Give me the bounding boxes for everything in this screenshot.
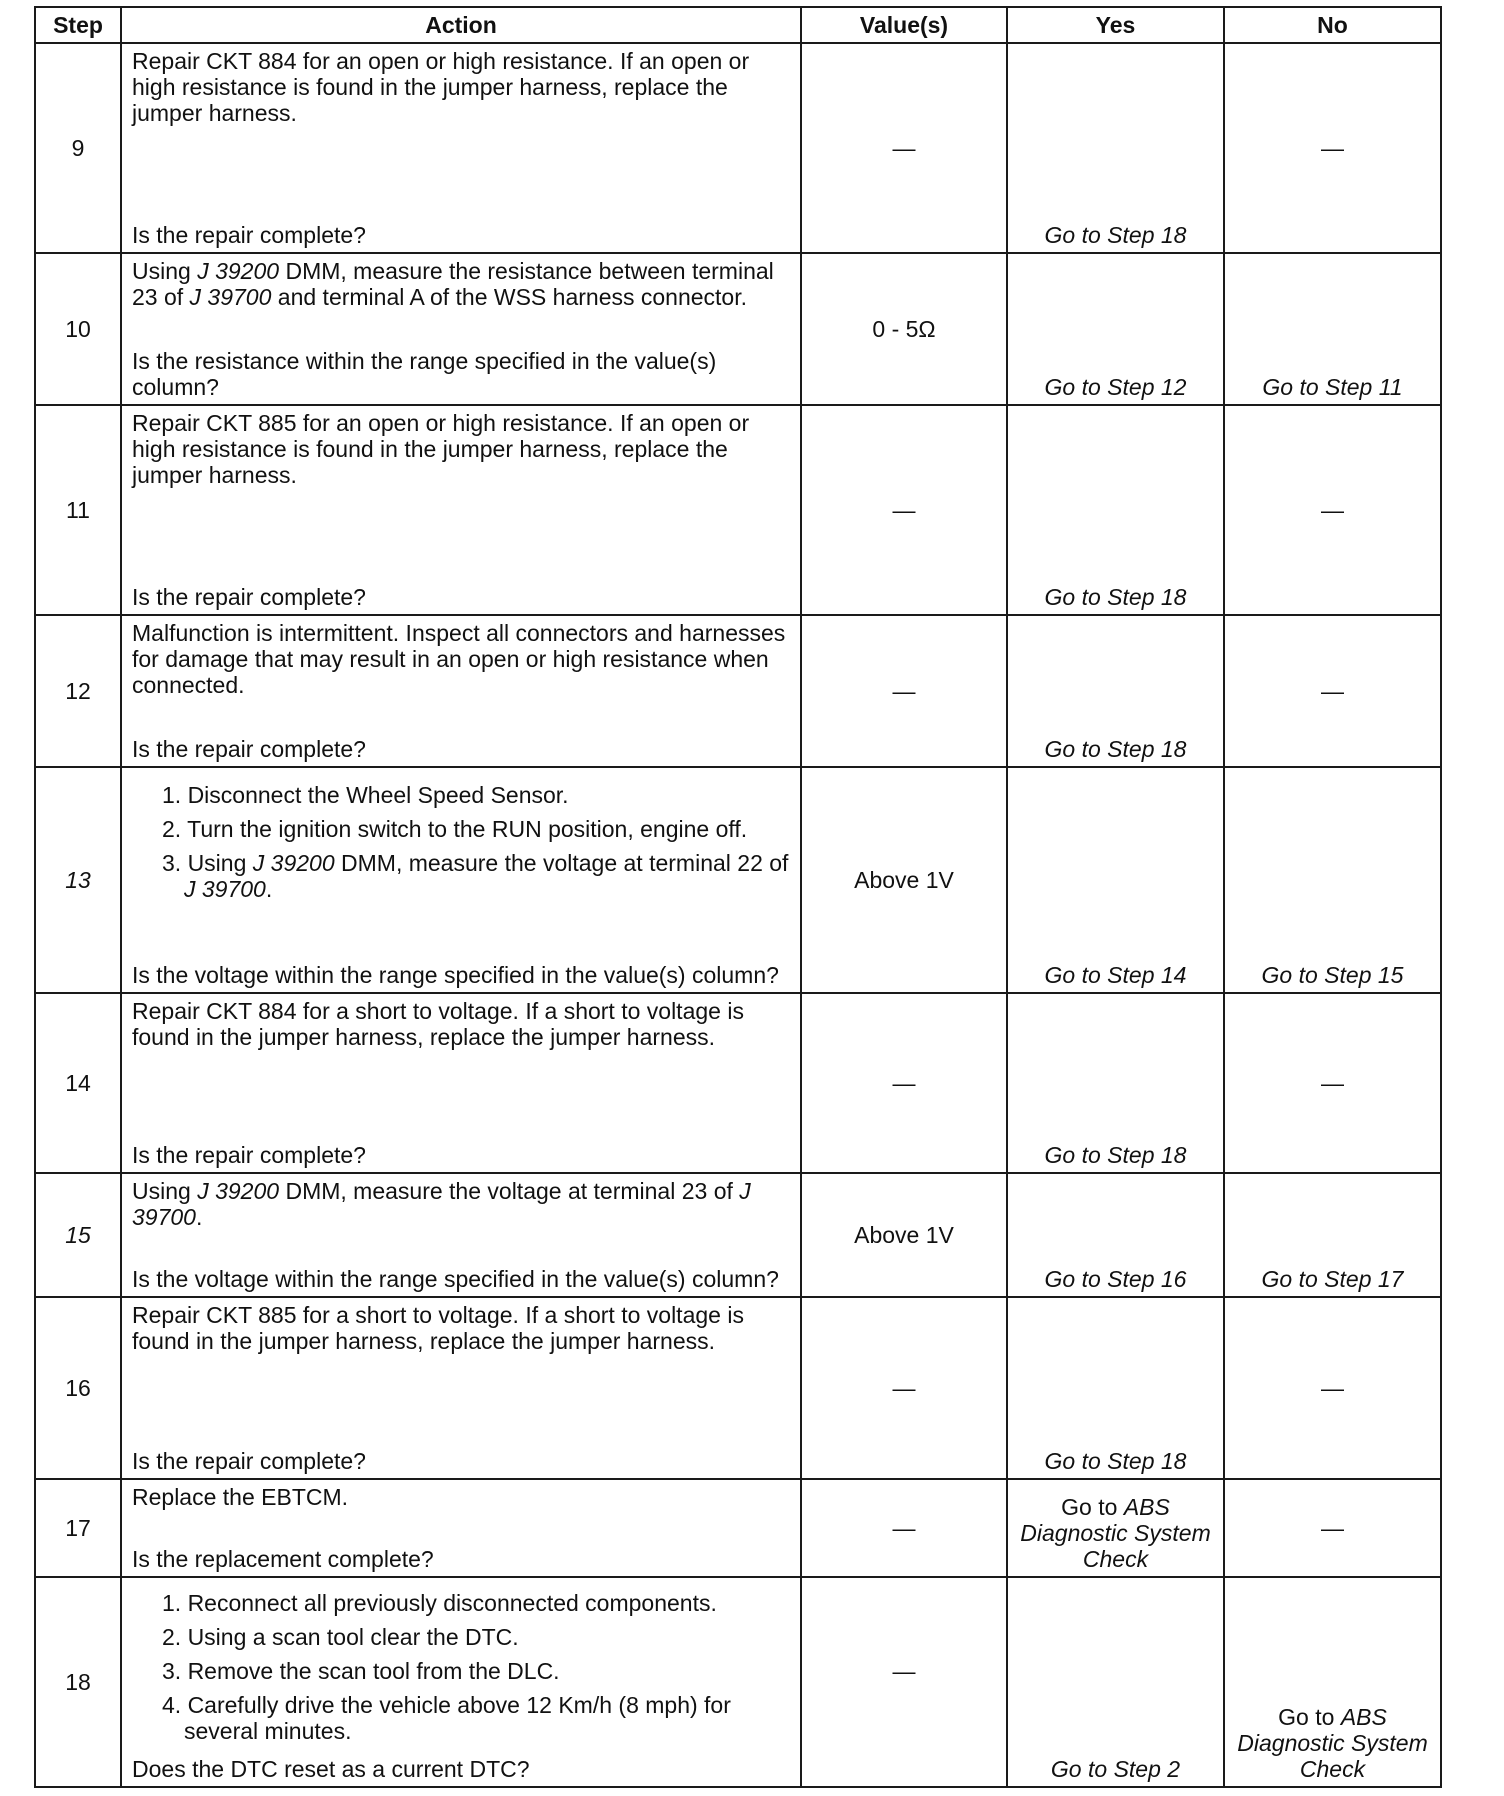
header-row — [35, 7, 1441, 43]
table-row — [35, 1297, 1441, 1479]
action-cell — [121, 253, 801, 405]
value-cell: 0 - 5Ω — [801, 253, 1007, 405]
value-cell: — — [801, 405, 1007, 615]
value-cell: — — [801, 993, 1007, 1173]
table-row — [35, 993, 1441, 1173]
action-cell — [121, 615, 801, 767]
value-cell: Above 1V — [801, 767, 1007, 993]
action-text: Using J 39200 DMM, measure the resistance between terminal 23 of J 39700 and terminal A of the WSS harness connector. — [132, 258, 774, 310]
action-text: Repair CKT 884 for a short to voltage. If a short to voltage is found in the jumper harness, replace the jumper harness. — [132, 998, 744, 1050]
action-question: Is the voltage within the range specified in the value(s) column? — [132, 1266, 779, 1292]
list-item: 2. Turn the ignition switch to the RUN position, engine off. — [162, 816, 748, 842]
yes-cell: Go to ABS Diagnostic System Check — [1007, 1479, 1224, 1577]
tool-ref: J 39700 — [189, 284, 272, 310]
step-number: 17 — [35, 1479, 121, 1577]
action-cell — [121, 767, 801, 993]
yes-cell: Go to Step 14 — [1007, 767, 1224, 993]
action-cell — [121, 1297, 801, 1479]
header-no: No — [1224, 7, 1441, 43]
no-cell: Go to Step 17 — [1224, 1173, 1441, 1297]
numbered-list — [132, 782, 792, 910]
yes-cell: Go to Step 2 — [1007, 1577, 1224, 1787]
header-yes: Yes — [1007, 7, 1224, 43]
action-question: Is the repair complete? — [132, 736, 366, 762]
action-question: Does the DTC reset as a current DTC? — [132, 1756, 530, 1782]
action-cell — [121, 43, 801, 253]
step-number: 16 — [35, 1297, 121, 1479]
list-item: 4. Carefully drive the vehicle above 12 Km/h (8 mph) for several minutes. — [162, 1692, 731, 1744]
list-item: 3. Using J 39200 DMM, measure the voltage at terminal 22 of J 39700. — [162, 850, 789, 902]
action-text: Using J 39200 DMM, measure the voltage at terminal 23 of J 39700. — [132, 1178, 751, 1230]
list-item: 1. Disconnect the Wheel Speed Sensor. — [162, 782, 569, 808]
step-number: 15 — [35, 1173, 121, 1297]
no-cell: Go to ABS Diagnostic System Check — [1224, 1577, 1441, 1787]
numbered-list — [132, 1590, 792, 1752]
table-row — [35, 1173, 1441, 1297]
action-text: Repair CKT 885 for an open or high resistance. If an open or high resistance is found in the jumper harness, replace the jumper harness. — [132, 410, 750, 488]
table-row — [35, 1479, 1441, 1577]
value-cell: Above 1V — [801, 1173, 1007, 1297]
table-row — [35, 615, 1441, 767]
action-question: Is the repair complete? — [132, 1448, 366, 1474]
tool-ref: J 39700 — [132, 1178, 751, 1230]
table-row — [35, 253, 1441, 405]
action-text: Repair CKT 885 for a short to voltage. If a short to voltage is found in the jumper harness, replace the jumper harness. — [132, 1302, 744, 1354]
yes-cell: Go to Step 18 — [1007, 43, 1224, 253]
no-cell: — — [1224, 1479, 1441, 1577]
action-text: Replace the EBTCM. — [132, 1484, 349, 1510]
header-step: Step — [35, 7, 121, 43]
step-number: 12 — [35, 615, 121, 767]
action-question: Is the repair complete? — [132, 222, 366, 248]
yes-cell: Go to Step 18 — [1007, 993, 1224, 1173]
action-question: Is the repair complete? — [132, 1142, 366, 1168]
tool-ref: J 39200 — [197, 258, 280, 284]
header-values: Value(s) — [801, 7, 1007, 43]
action-cell — [121, 405, 801, 615]
table-row — [35, 43, 1441, 253]
action-question: Is the resistance within the range specified in the value(s) column? — [132, 348, 717, 400]
action-question: Is the voltage within the range specified in the value(s) column? — [132, 962, 779, 988]
list-item: 2. Using a scan tool clear the DTC. — [162, 1624, 519, 1650]
no-cell: — — [1224, 615, 1441, 767]
table-row — [35, 767, 1441, 993]
no-cell: — — [1224, 405, 1441, 615]
step-number: 14 — [35, 993, 121, 1173]
action-cell — [121, 1173, 801, 1297]
action-cell — [121, 1479, 801, 1577]
no-cell: Go to Step 11 — [1224, 253, 1441, 405]
action-question: Is the replacement complete? — [132, 1546, 434, 1572]
step-number: 11 — [35, 405, 121, 615]
tool-ref: J 39200 — [197, 1178, 280, 1204]
value-cell: — — [801, 1577, 1007, 1787]
action-text: Repair CKT 884 for an open or high resistance. If an open or high resistance is found in the jumper harness, replace the jumper harness. — [132, 48, 750, 126]
action-cell — [121, 1577, 801, 1787]
header-action: Action — [121, 7, 801, 43]
yes-cell: Go to Step 18 — [1007, 1297, 1224, 1479]
yes-cell: Go to Step 18 — [1007, 615, 1224, 767]
no-cell: — — [1224, 1297, 1441, 1479]
yes-cell: Go to Step 18 — [1007, 405, 1224, 615]
diagnostic-table — [34, 6, 1442, 1788]
action-question: Is the repair complete? — [132, 584, 366, 610]
no-cell: — — [1224, 43, 1441, 253]
tool-ref: J 39700 — [184, 876, 266, 902]
value-cell: — — [801, 615, 1007, 767]
no-cell: — — [1224, 993, 1441, 1173]
table-row — [35, 405, 1441, 615]
step-number: 10 — [35, 253, 121, 405]
value-cell: — — [801, 1297, 1007, 1479]
step-number: 18 — [35, 1577, 121, 1787]
action-text: Malfunction is intermittent. Inspect all connectors and harnesses for damage that may result in an open or high resistance when connected. — [132, 620, 786, 698]
tool-ref: J 39200 — [252, 850, 335, 876]
list-item: 1. Reconnect all previously disconnected components. — [162, 1590, 717, 1616]
yes-cell: Go to Step 12 — [1007, 253, 1224, 405]
list-item: 3. Remove the scan tool from the DLC. — [162, 1658, 560, 1684]
step-number: 13 — [35, 767, 121, 993]
value-cell: — — [801, 43, 1007, 253]
yes-cell: Go to Step 16 — [1007, 1173, 1224, 1297]
action-cell — [121, 993, 801, 1173]
no-cell: Go to Step 15 — [1224, 767, 1441, 993]
table-row — [35, 1577, 1441, 1787]
step-number: 9 — [35, 43, 121, 253]
value-cell: — — [801, 1479, 1007, 1577]
